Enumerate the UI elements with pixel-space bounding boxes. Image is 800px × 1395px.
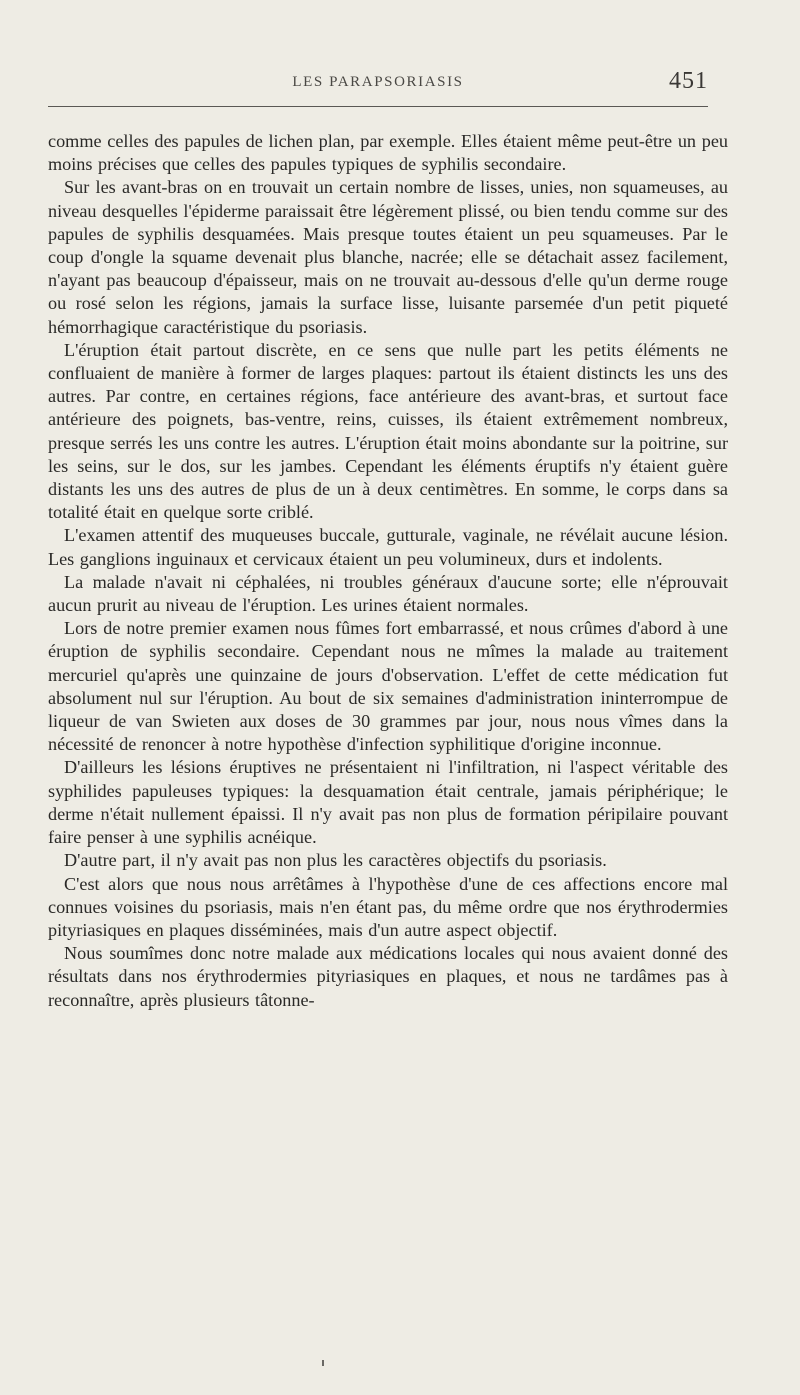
- page-number: 451: [669, 68, 708, 94]
- paragraph-9: C'est alors que nous nous arrêtâmes à l'hypothèse d'une de ces affections encore mal connues voisines du psoriasis, mais n'en étant pas, du même ordre que nos érythrodermies pityriasiques en plaques disséminées, mais d'un autre aspect objectif.: [48, 873, 728, 940]
- paragraph-7: D'ailleurs les lésions éruptives ne présentaient ni l'infiltration, ni l'aspect véritable des syphilides papuleuses typiques: la desquamation était centrale, jamais périphérique; le derme n'était nullement épaissi. Il n'y avait pas non plus de formation péripilaire pouvant faire penser à une syphilis acnéique.: [48, 757, 728, 848]
- paragraph-5: La malade n'avait ni céphalées, ni troubles généraux d'aucune sorte; elle n'éprouvait aucun prurit au niveau de l'éruption. Les urines étaient normales.: [48, 571, 728, 616]
- paragraph-2: Sur les avant-bras on en trouvait un certain nombre de lisses, unies, non squameuses, au niveau desquelles l'épiderme paraissait être légèrement plissé, ou bien tendu comme sur des papules de syphilis desquamées. Mais presque toutes étaient un peu squameuses. Par le coup d'ongle la squame devenait plus blanche, nacrée; elle se détachait assez facilement, n'ayant pas beaucoup d'épaisseur, mais on ne trouvait au-dessous d'elle qu'un derme rouge ou rosé selon les régions, jamais la surface lisse, luisante parsemée d'un petit piqueté hémorrhagique caractéristique du psoriasis.: [48, 177, 728, 337]
- paper-speck: [322, 1360, 324, 1366]
- paragraph-1: comme celles des papules de lichen plan, par exemple. Elles étaient même peut-être un peu moins précises que celles des papules typiques de syphilis secondaire.: [48, 131, 728, 175]
- paragraph-3: L'éruption était partout discrète, en ce sens que nulle part les petits éléments ne confluaient de manière à former de larges plaques: partout ils étaient distincts les uns des autres. Par contre, en certaines régions, face antérieure des avant-bras, et surtout face antérieure des poignets, bas-ventre, reins, cuisses, ils étaient extrêmement nombreux, presque serrés les uns contre les autres. L'éruption était moins abondante sur la poitrine, sur les seins, sur le dos, sur les jambes. Cependant les éléments éruptifs n'y étaient guère distants les uns des autres de plus de un à deux centimètres. En somme, le corps dans sa totalité était en quelque sorte criblé.: [48, 339, 728, 523]
- running-title: LES PARAPSORIASIS: [292, 74, 464, 90]
- paragraph-8: D'autre part, il n'y avait pas non plus les caractères objectifs du psoriasis.: [64, 850, 607, 871]
- page-header: [48, 70, 708, 104]
- paragraph-10: Nous soumîmes donc notre malade aux médications locales qui nous avaient donné des résultats dans nos érythrodermies pityriasiques en plaques, et nous ne tardâmes pas à reconnaître, après plusieurs tâtonne-: [48, 943, 728, 1010]
- paragraph-4: L'examen attentif des muqueuses buccale, gutturale, vaginale, ne révélait aucune lésion. Les ganglions inguinaux et cervicaux étaient un peu volumineux, durs et indolents.: [48, 525, 728, 569]
- body-text: [48, 130, 728, 1012]
- paragraph-6: Lors de notre premier examen nous fûmes fort embarrassé, et nous crûmes d'abord à une éruption de syphilis secondaire. Cependant nous ne mîmes la malade au traitement mercuriel qu'après une quinzaine de jours d'observation. L'effet de cette médication fut absolument nul sur l'éruption. Au bout de six semaines d'administration ininterrompue de liqueur de van Swieten aux doses de 30 grammes par jour, nous nous vîmes dans la nécessité de renoncer à notre hypothèse d'infection syphilitique d'origine inconnue.: [48, 618, 728, 755]
- header-rule: [48, 106, 708, 107]
